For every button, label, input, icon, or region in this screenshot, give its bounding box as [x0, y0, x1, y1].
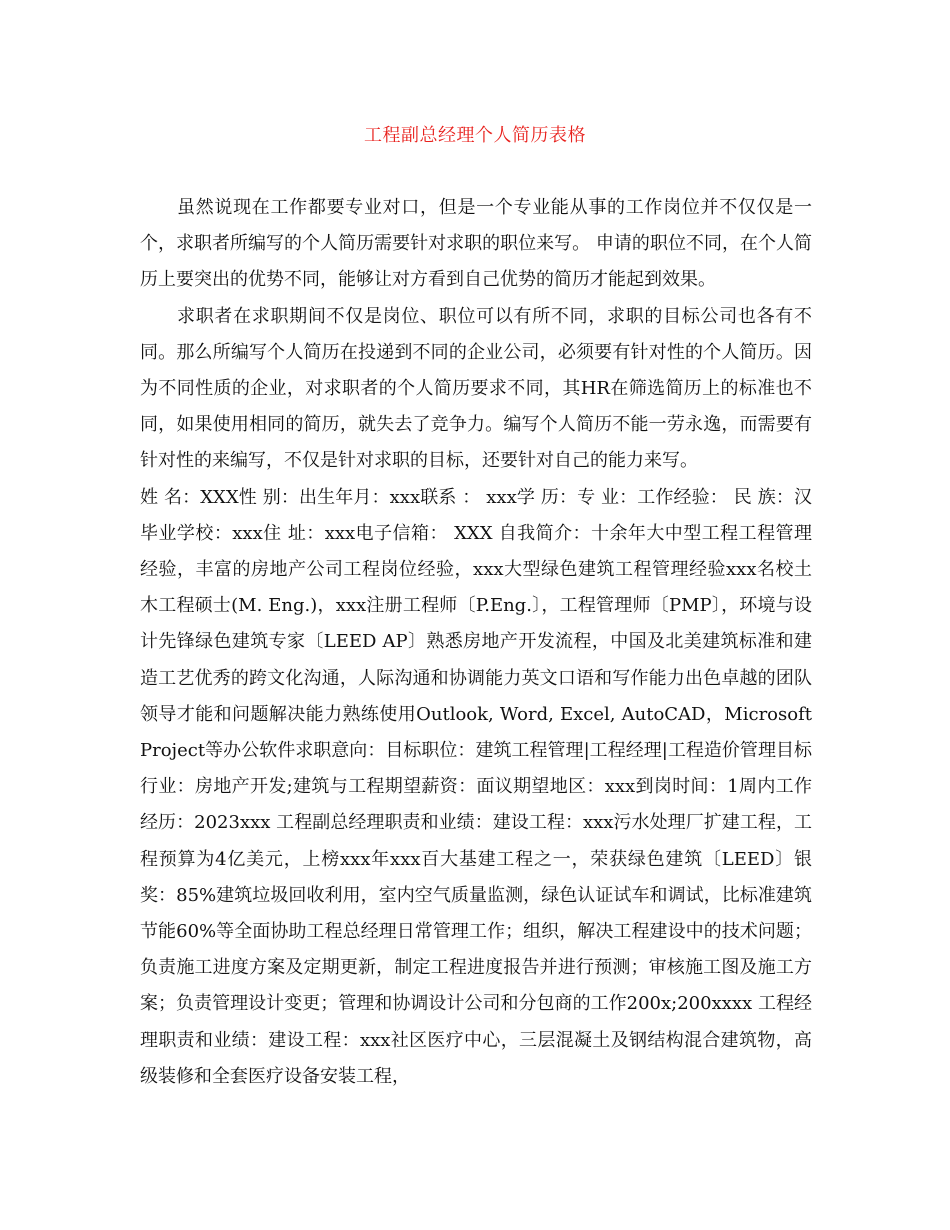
document-body [140, 190, 812, 1095]
paragraph-intro: 虽然说现在工作都要专业对口，但是一个专业能从事的工作岗位并不仅仅是一个，求职者所编写的个人简历需要针对求职的职位来写。 申请的职位不同，在个人简历上要突出的优势不同，能够让对方看到自己优势的简历才能起到效果。 [140, 197, 812, 291]
paragraph-resume-details: 姓 名：XXX性 别：出生年月：xxx联系 ： xxx学 历：专 业：工作经验： 民 族：汉毕业学校：xxx住 址：xxx电子信箱： XXX 自我简介：十余年大中型工程工程管理经验，丰富的房地产公司工程岗位经验，xxx大型绿色建筑工程管理经验xxx名校土木工程硕士(M. Eng.)，xxx注册工程师〔P.Eng.〕，工程管理师〔PMP〕，环境与设计先锋绿色建筑专家〔LEED AP〕熟悉房地产开发流程，中国及北美建筑标准和建造工艺优秀的跨文化沟通，人际沟通和协调能力英文口语和写作能力出色卓越的团队领导才能和问题解决能力熟练使用Outlook, Word, Excel, AutoCAD，Microsoft Project等办公软件求职意向：目标职位：建筑工程管理|工程经理|工程造价管理目标行业：房地产开发;建筑与工程期望薪资：面议期望地区：xxx到岗时间：1周内工作经历：2023xxx 工程副总经理职责和业绩：建设工程：xxx污水处理厂扩建工程，工程预算为4亿美元，上榜xxx年xxx百大基建工程之一，荣获绿色建筑〔LEED〕银奖：85%建筑垃圾回收利用，室内空气质量监测，绿色认证试车和调试，比标准建筑节能60%等全面协助工程总经理日常管理工作；组织，解决工程建设中的技术问题；负责施工进度方案及定期更新，制定工程进度报告并进行预测；审核施工图及施工方案；负责管理设计变更；管理和协调设计公司和分包商的工作200x;200xxxx 工程经理职责和业绩：建设工程：xxx社区医疗中心，三层混凝土及钢结构混合建筑物，高级装修和全套医疗设备安装工程， [140, 486, 812, 1087]
document-title: 工程副总经理个人简历表格 [364, 125, 586, 146]
paragraph-targeting: 求职者在求职期间不仅是岗位、职位可以有所不同，求职的目标公司也各有不同。那么所编写个人简历在投递到不同的企业公司，必须要有针对性的个人简历。因为不同性质的企业，对求职者的个人简历要求不同，其HR在筛选简历上的标准也不同，如果使用相同的简历，就失去了竞争力。编写个人简历不能一劳永逸，而需要有针对性的来编写，不仅是针对求职的目标，还要针对自己的能力来写。 [140, 305, 812, 472]
